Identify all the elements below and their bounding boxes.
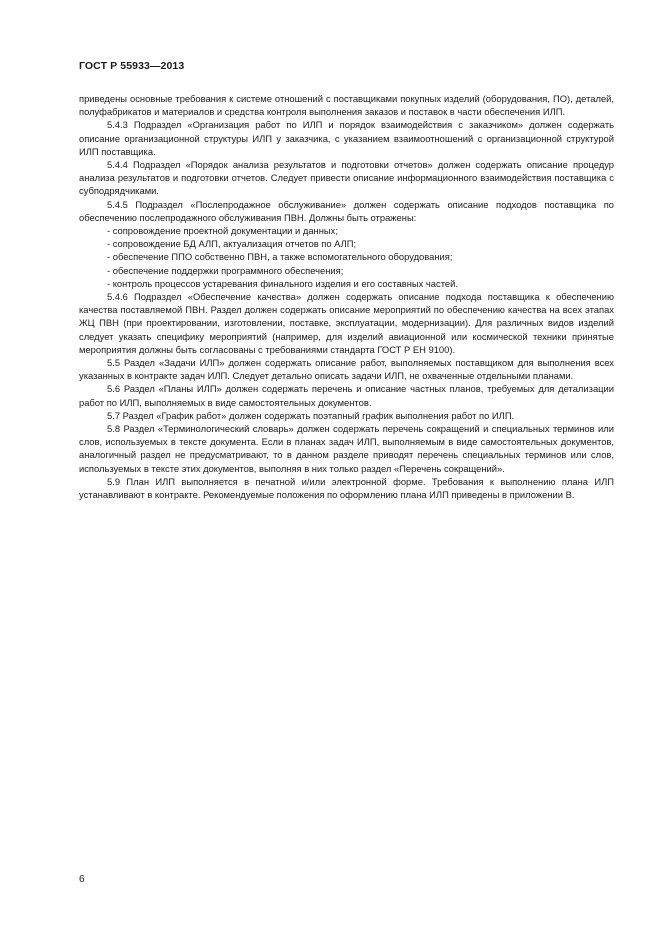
list-item: - сопровождение проектной документации и данных;: [107, 225, 338, 237]
list-item: - обеспечение поддержки программного обеспечения;: [107, 264, 344, 276]
document-body: [79, 92, 614, 501]
list-item: - обеспечение ППО собственно ПВН, а также вспомогательного оборудования;: [107, 251, 453, 263]
paragraph-5-6: 5.6 Раздел «Планы ИЛП» должен содержать перечень и описание частных планов, требуемых для детализации работ по ИЛП, выполняемых в виде самостоятельных документов.: [79, 383, 614, 408]
list-item: - контроль процессов устаревания финального изделия и его составных частей.: [107, 277, 458, 289]
paragraph-5-4-5: 5.4.5 Подраздел «Послепродажное обслуживание» должен содержать описание подходов поставщика по обеспечению послепродажного обслуживания ПВН. Должны быть отражены:: [79, 198, 614, 223]
list-item: - сопровождение БД АЛП, актуализация отчетов по АЛП;: [107, 238, 357, 250]
paragraph-5-5: 5.5 Раздел «Задачи ИЛП» должен содержать описание работ, выполняемых поставщиком для выполнения всех указанных в контракте задач ИЛП. Следует детально описать задачи ИЛП, не охваченные отдельными планами.: [79, 357, 614, 382]
paragraph-5-9: 5.9 План ИЛП выполняется в печатной и/или электронной форме. Требования к выполнению плана ИЛП устанавливают в контракте. Рекомендуемые положения по оформлению плана ИЛП приведены в приложении В.: [79, 475, 614, 501]
paragraph-5-8: 5.8 Раздел «Терминологический словарь» должен содержать перечень сокращений и специальных терминов или слов, используемых в тексте документа. Если в планах задач ИЛП, выполняемым в виде самостоятельных документов, аналогичный раздел не предусматривают, то в данном разделе приводят перечень специальных терминов или слов, используемых в тексте этих документов, выполняя в них только раздел «Перечень сокращений».: [79, 423, 614, 474]
document-header: ГОСТ Р 55933—2013: [79, 60, 185, 72]
paragraph-5-4-3: 5.4.3 Подраздел «Организация работ по ИЛП и порядок взаимодействия с заказчиком» должен содержать описание организационной структуры ИЛП у заказчика, с указанием взаимоотношений с организационной структурой ИЛП поставщика.: [79, 119, 614, 157]
after-sales-list: [79, 224, 614, 290]
paragraph-intro: приведены основные требования к системе отношений с поставщиками покупных изделий (оборудования, ПО), деталей, полуфабрикатов и материалов и средства контроля выполнения заказов и поставок в части обеспечения ИЛП.: [79, 93, 614, 118]
paragraph-5-4-4: 5.4.4 Подраздел «Порядок анализа результатов и подготовки отчетов» должен содержать описание процедур анализа результатов и подготовки отчетов. Следует привести описание информационного взаимодействия поставщика с субподрядчиками.: [79, 159, 614, 197]
paragraph-5-7: 5.7 Раздел «График работ» должен содержать поэтапный график выполнения работ по ИЛП.: [107, 409, 515, 421]
paragraph-5-4-6: 5.4.6 Подраздел «Обеспечение качества» должен содержать описание подхода поставщика к обеспечению качества поставляемой ПВН. Раздел должен содержать описание мероприятий по обеспечению качества на всех этапах ЖЦ ПВН (при проектировании, изготовлении, поставке, эксплуатации, модернизации). Для различных видов изделий следует указать специфику мероприятий (например, для изделий авиационной или космической техники принятые мероприятия должны быть согласованы с требованиями стандарта ГОСТ Р ЕН 9100).: [79, 291, 614, 355]
page-number: 6: [79, 874, 85, 885]
